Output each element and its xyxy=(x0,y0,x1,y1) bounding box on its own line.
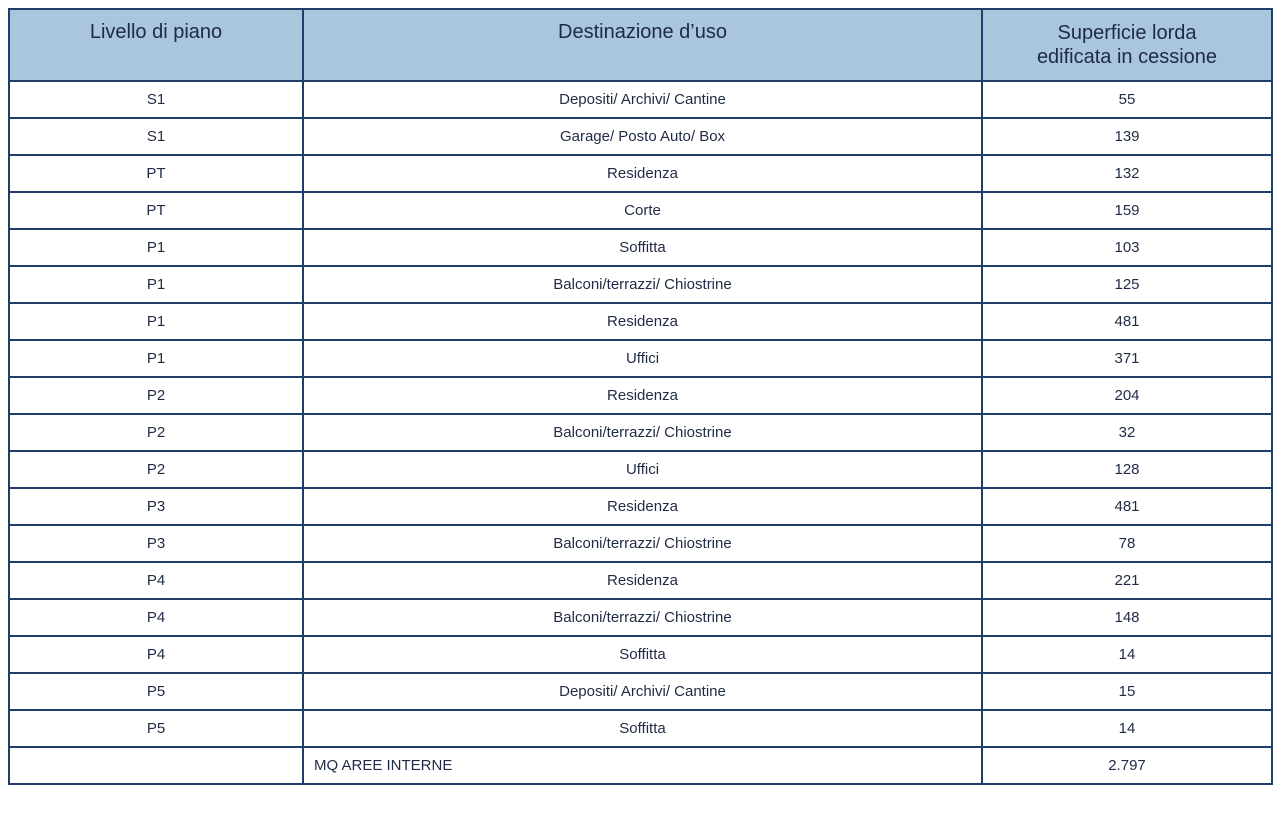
cell-level: P1 xyxy=(9,266,303,303)
header-row xyxy=(9,9,1272,81)
total-label: MQ AREE INTERNE xyxy=(303,747,982,784)
cell-use: Depositi/ Archivi/ Cantine xyxy=(303,673,982,710)
cell-level: P3 xyxy=(9,488,303,525)
total-row xyxy=(9,747,1272,784)
cell-area: 221 xyxy=(982,562,1272,599)
table-row xyxy=(9,414,1272,451)
cell-area: 371 xyxy=(982,340,1272,377)
cell-area: 139 xyxy=(982,118,1272,155)
cell-level: P1 xyxy=(9,340,303,377)
cell-area: 103 xyxy=(982,229,1272,266)
header-use: Destinazione d’uso xyxy=(303,9,982,81)
cell-area: 125 xyxy=(982,266,1272,303)
header-area xyxy=(982,9,1272,81)
cell-level: P4 xyxy=(9,562,303,599)
table-row xyxy=(9,81,1272,118)
cell-level: P2 xyxy=(9,451,303,488)
cell-use: Residenza xyxy=(303,488,982,525)
table-row xyxy=(9,155,1272,192)
cell-level: P2 xyxy=(9,414,303,451)
cell-area: 78 xyxy=(982,525,1272,562)
cell-area: 481 xyxy=(982,303,1272,340)
header-area-line1: Superficie lorda xyxy=(1057,22,1197,44)
cell-level: S1 xyxy=(9,118,303,155)
cell-level: P4 xyxy=(9,599,303,636)
cell-area: 32 xyxy=(982,414,1272,451)
cell-use: Uffici xyxy=(303,451,982,488)
cell-use: Depositi/ Archivi/ Cantine xyxy=(303,81,982,118)
cell-use: Residenza xyxy=(303,303,982,340)
table-row xyxy=(9,525,1272,562)
table-row xyxy=(9,266,1272,303)
cell-use: Corte xyxy=(303,192,982,229)
cell-area: 14 xyxy=(982,636,1272,673)
cell-area: 55 xyxy=(982,81,1272,118)
cell-area: 14 xyxy=(982,710,1272,747)
cell-use: Uffici xyxy=(303,340,982,377)
cell-use: Garage/ Posto Auto/ Box xyxy=(303,118,982,155)
cell-level: P4 xyxy=(9,636,303,673)
cell-level: P3 xyxy=(9,525,303,562)
table-row xyxy=(9,673,1272,710)
cell-area: 15 xyxy=(982,673,1272,710)
cell-use: Residenza xyxy=(303,377,982,414)
cell-level: PT xyxy=(9,192,303,229)
table-row xyxy=(9,451,1272,488)
cell-area: 481 xyxy=(982,488,1272,525)
table-row xyxy=(9,488,1272,525)
cell-level: P1 xyxy=(9,229,303,266)
cell-level: P5 xyxy=(9,710,303,747)
total-level-cell xyxy=(9,747,303,784)
cell-area: 148 xyxy=(982,599,1272,636)
cell-use: Soffitta xyxy=(303,710,982,747)
table-row xyxy=(9,599,1272,636)
cell-use: Balconi/terrazzi/ Chiostrine xyxy=(303,266,982,303)
header-area-line2: edificata in cessione xyxy=(1036,46,1218,68)
table-row xyxy=(9,340,1272,377)
header-level: Livello di piano xyxy=(9,9,303,81)
cell-area: 204 xyxy=(982,377,1272,414)
table-header xyxy=(9,9,1272,81)
cell-level: P5 xyxy=(9,673,303,710)
table-row xyxy=(9,118,1272,155)
cell-area: 128 xyxy=(982,451,1272,488)
cell-area: 159 xyxy=(982,192,1272,229)
table-row xyxy=(9,377,1272,414)
table-row xyxy=(9,562,1272,599)
table-row xyxy=(9,710,1272,747)
table-row xyxy=(9,636,1272,673)
table-body xyxy=(9,81,1272,784)
cell-use: Balconi/terrazzi/ Chiostrine xyxy=(303,414,982,451)
cell-level: S1 xyxy=(9,81,303,118)
total-value: 2.797 xyxy=(982,747,1272,784)
table-row xyxy=(9,229,1272,266)
cell-use: Residenza xyxy=(303,562,982,599)
cell-use: Residenza xyxy=(303,155,982,192)
cell-level: P1 xyxy=(9,303,303,340)
surface-table-container xyxy=(8,8,1273,785)
table-row xyxy=(9,303,1272,340)
cell-level: PT xyxy=(9,155,303,192)
cell-use: Soffitta xyxy=(303,229,982,266)
cell-use: Soffitta xyxy=(303,636,982,673)
cell-area: 132 xyxy=(982,155,1272,192)
cell-use: Balconi/terrazzi/ Chiostrine xyxy=(303,599,982,636)
cell-level: P2 xyxy=(9,377,303,414)
cell-use: Balconi/terrazzi/ Chiostrine xyxy=(303,525,982,562)
surface-table xyxy=(8,8,1273,785)
table-row xyxy=(9,192,1272,229)
